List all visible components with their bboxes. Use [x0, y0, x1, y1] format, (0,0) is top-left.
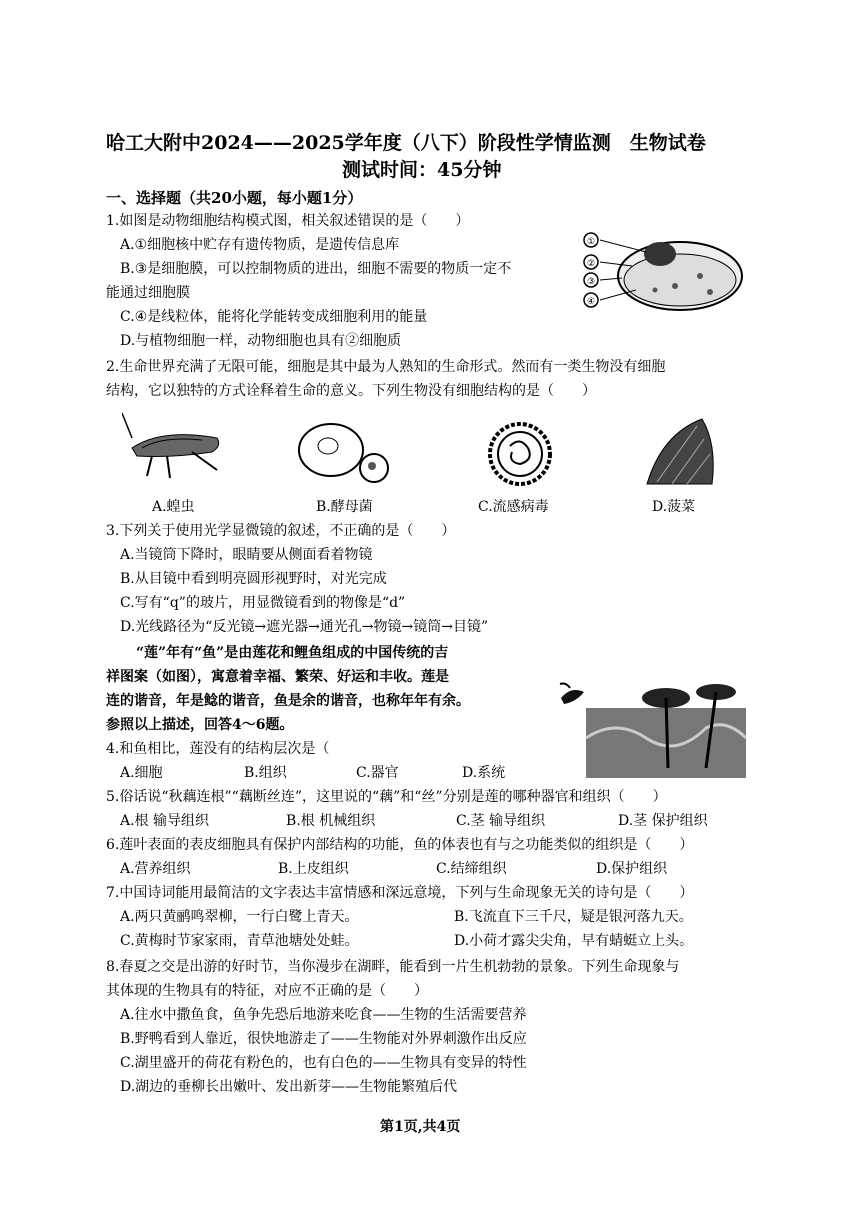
cell-label-1: ① — [586, 237, 596, 247]
locust-image — [122, 408, 232, 483]
q6-option-a: A.营养组织 — [120, 861, 191, 877]
q6-option-d: D.保护组织 — [596, 861, 668, 877]
q5-option-b: B.根 机械组织 — [286, 813, 376, 829]
q5-option-d: D.茎 保护组织 — [618, 813, 708, 829]
q2-option-a: A.蝗虫 — [152, 499, 195, 515]
q6-option-b: B.上皮组织 — [278, 861, 349, 877]
influenza-virus-image — [482, 416, 558, 492]
q2-stem-line1: 2.生命世界充满了无限可能，细胞是其中最为人熟知的生命形式。然而有一类生物没有细胞 — [106, 359, 666, 375]
page-title: 哈工大附中2024——2025学年度（八下）阶段性学情监测 生物试卷 — [106, 132, 706, 154]
q8-option-b: B.野鸭看到人靠近，很快地游走了——生物能对外界刺激作出反应 — [120, 1031, 527, 1047]
passage-line4: 参照以上描述，回答4～6题。 — [106, 717, 294, 733]
q6-stem: 6.莲叶表面的表皮细胞具有保护内部结构的功能，鱼的体表也有与之功能类似的组织是（ ） — [106, 837, 694, 853]
q4-option-a: A.细胞 — [120, 765, 163, 781]
q2-option-b: B.酵母菌 — [316, 499, 373, 515]
q4-option-b: B.组织 — [244, 765, 287, 781]
lotus-fish-image — [556, 668, 748, 778]
q5-option-a: A.根 输导组织 — [120, 813, 210, 829]
q2-stem-line2: 结构，它以独特的方式诠释着生命的意义。下列生物没有细胞结构的是（ ） — [106, 383, 596, 399]
q8-stem-line1: 8.春夏之交是出游的好时节，当你漫步在湖畔，能看到一片生机勃勃的景象。下列生命现象与 — [106, 959, 680, 975]
q1-stem: 1.如图是动物细胞结构模式图，相关叙述错误的是（ ） — [106, 213, 470, 229]
q4-option-c: C.器官 — [356, 765, 399, 781]
test-duration: 测试时间：45分钟 — [342, 159, 502, 181]
page-number: 第1页,共4页 — [380, 1119, 461, 1135]
q1-option-c: C.④是线粒体，能将化学能转变成细胞利用的能量 — [120, 309, 428, 325]
cell-label-4: ④ — [586, 297, 596, 307]
q4-option-d: D.系统 — [462, 765, 506, 781]
q2-option-d: D.菠菜 — [652, 499, 696, 515]
animal-cell-diagram — [580, 226, 750, 318]
q7-option-b: B.飞流直下三千尺，疑是银河落九天。 — [454, 909, 693, 925]
q3-option-c: C.写有“q”的玻片，用显微镜看到的物像是“d” — [120, 595, 406, 611]
q8-option-c: C.湖里盛开的荷花有粉色的，也有白色的——生物具有变异的特性 — [120, 1055, 527, 1071]
q6-option-c: C.结缔组织 — [436, 861, 507, 877]
cell-label-3: ③ — [586, 277, 596, 287]
cell-label-2: ② — [586, 259, 596, 269]
passage-line3: 连的谐音，年是鲶的谐音，鱼是余的谐音，也称年年有余。 — [106, 693, 470, 709]
q2-option-c: C.流感病毒 — [478, 499, 549, 515]
q7-option-a: A.两只黄鹂鸣翠柳，一行白鹭上青天。 — [120, 909, 359, 925]
q3-option-d: D.光线路径为“反光镜→遮光器→通光孔→物镜→镜筒→目镜” — [120, 619, 489, 635]
section-heading: 一、选择题（共20小题，每小题1分） — [106, 189, 363, 207]
passage-line1: “莲”年有“鱼”是由莲花和鲤鱼组成的中国传统的吉 — [136, 645, 449, 661]
q8-option-d: D.湖边的垂柳长出嫩叶、发出新芽——生物能繁殖后代 — [120, 1079, 458, 1095]
passage-line2: 祥图案（如图），寓意着幸福、繁荣、好运和丰收。莲是 — [106, 669, 449, 685]
q5-stem: 5.俗话说“秋藕连根”“藕断丝连”，这里说的“藕”和“丝”分别是莲的哪种器官和组织（ ） — [106, 789, 667, 805]
q5-option-c: C.茎 输导组织 — [456, 813, 546, 829]
q3-stem: 3.下列关于使用光学显微镜的叙述，不正确的是（ ） — [106, 523, 456, 539]
spinach-image — [642, 414, 722, 490]
q8-option-a: A.往水中撒鱼食，鱼争先恐后地游来吃食——生物的生活需要营养 — [120, 1007, 527, 1023]
q8-stem-line2: 其体现的生物具有的特征，对应不正确的是（ ） — [106, 983, 428, 999]
yeast-image — [296, 418, 396, 488]
q3-option-a: A.当镜筒下降时，眼睛要从侧面看着物镜 — [120, 547, 373, 563]
q4-stem: 4.和鱼相比，莲没有的结构层次是（ — [106, 741, 330, 757]
q7-option-d: D.小荷才露尖尖角，早有蜻蜓立上头。 — [454, 933, 694, 949]
q7-option-c: C.黄梅时节家家雨，青草池塘处处蛙。 — [120, 933, 359, 949]
q3-option-b: B.从目镜中看到明亮圆形视野时，对光完成 — [120, 571, 387, 587]
q1-option-a: A.①细胞核中贮存有遗传物质，是遗传信息库 — [120, 237, 400, 253]
q1-option-d: D.与植物细胞一样，动物细胞也具有②细胞质 — [120, 333, 402, 349]
q1-option-b-cont: 能通过细胞膜 — [106, 285, 190, 301]
q7-stem: 7.中国诗词能用最简洁的文字表达丰富情感和深远意境，下列与生命现象无关的诗句是（ ） — [106, 885, 694, 901]
q1-option-b: B.③是细胞膜，可以控制物质的进出，细胞不需要的物质一定不 — [120, 261, 512, 277]
